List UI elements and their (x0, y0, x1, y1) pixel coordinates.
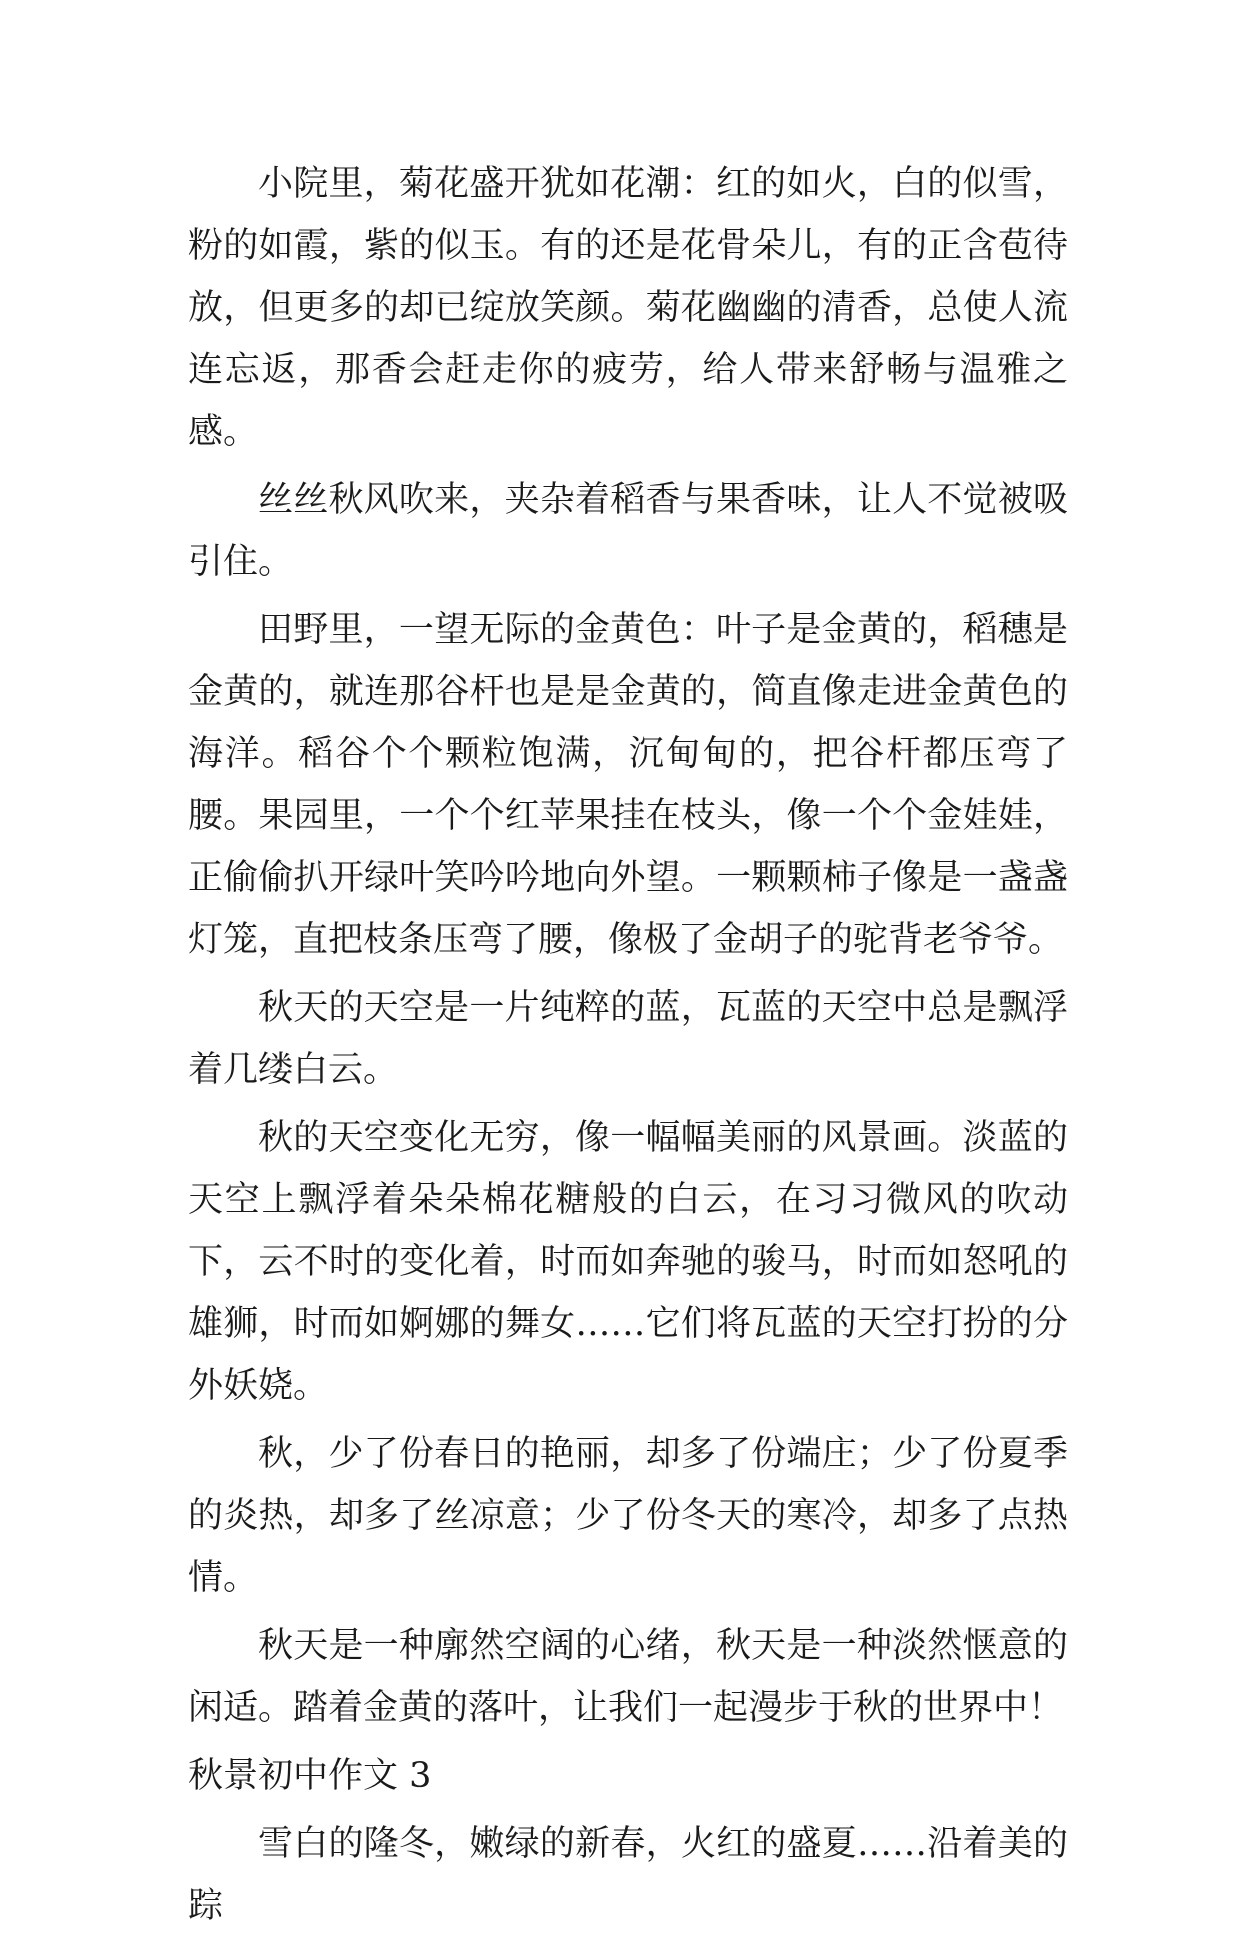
essay-heading: 秋景初中作文 3 (188, 1756, 432, 1796)
paragraph-sky-blue: 秋天的天空是一片纯粹的蓝，瓦蓝的天空中总是飘浮着几缕白云。 (188, 988, 1068, 1090)
paragraph-seasons-compare: 秋，少了份春日的艳丽，却多了份端庄；少了份夏季的炎热，却多了丝凉意；少了份冬天的寒冷，却多了点热情。 (188, 1434, 1068, 1598)
paragraph-fields: 田野里，一望无际的金黄色：叶子是金黄的，稻穗是金黄的，就连那谷杆也是是金黄的，简直像走进金黄色的海洋。稻谷个个颗粒饱满，沉甸甸的，把谷杆都压弯了腰。果园里，一个个红苹果挂在枝头，像一个个金娃娃，正偷偷扒开绿叶笑吟吟地向外望。一颗颗柿子像是一盏盏灯笼，直把枝条压弯了腰，像极了金胡子的驼背老爷爷。 (188, 610, 1068, 960)
paragraph-autumn-wind: 丝丝秋风吹来，夹杂着稻香与果香味，让人不觉被吸引住。 (188, 480, 1068, 582)
paragraph-chrysanthemum: 小院里，菊花盛开犹如花潮：红的如火，白的似雪，粉的如霞，紫的似玉。有的还是花骨朵儿，有的正含苞待放，但更多的却已绽放笑颜。菊花幽幽的清香，总使人流连忘返，那香会赶走你的疲劳，给人带来舒畅与温雅之感。 (188, 164, 1068, 452)
paragraph-last: 雪白的隆冬，嫩绿的新春，火红的盛夏……沿着美的踪 (188, 1824, 1068, 1926)
paragraph-autumn-mood: 秋天是一种廓然空阔的心绪，秋天是一种淡然惬意的闲适。踏着金黄的落叶，让我们一起漫步于秋的世界中！ (188, 1626, 1068, 1728)
paragraph-sky-changes: 秋的天空变化无穷，像一幅幅美丽的风景画。淡蓝的天空上飘浮着朵朵棉花糖般的白云，在习习微风的吹动下，云不时的变化着，时而如奔驰的骏马，时而如怒吼的雄狮，时而如婀娜的舞女……它们将瓦蓝的天空打扮的分外妖娆。 (188, 1118, 1068, 1406)
document-body (188, 153, 1068, 1943)
